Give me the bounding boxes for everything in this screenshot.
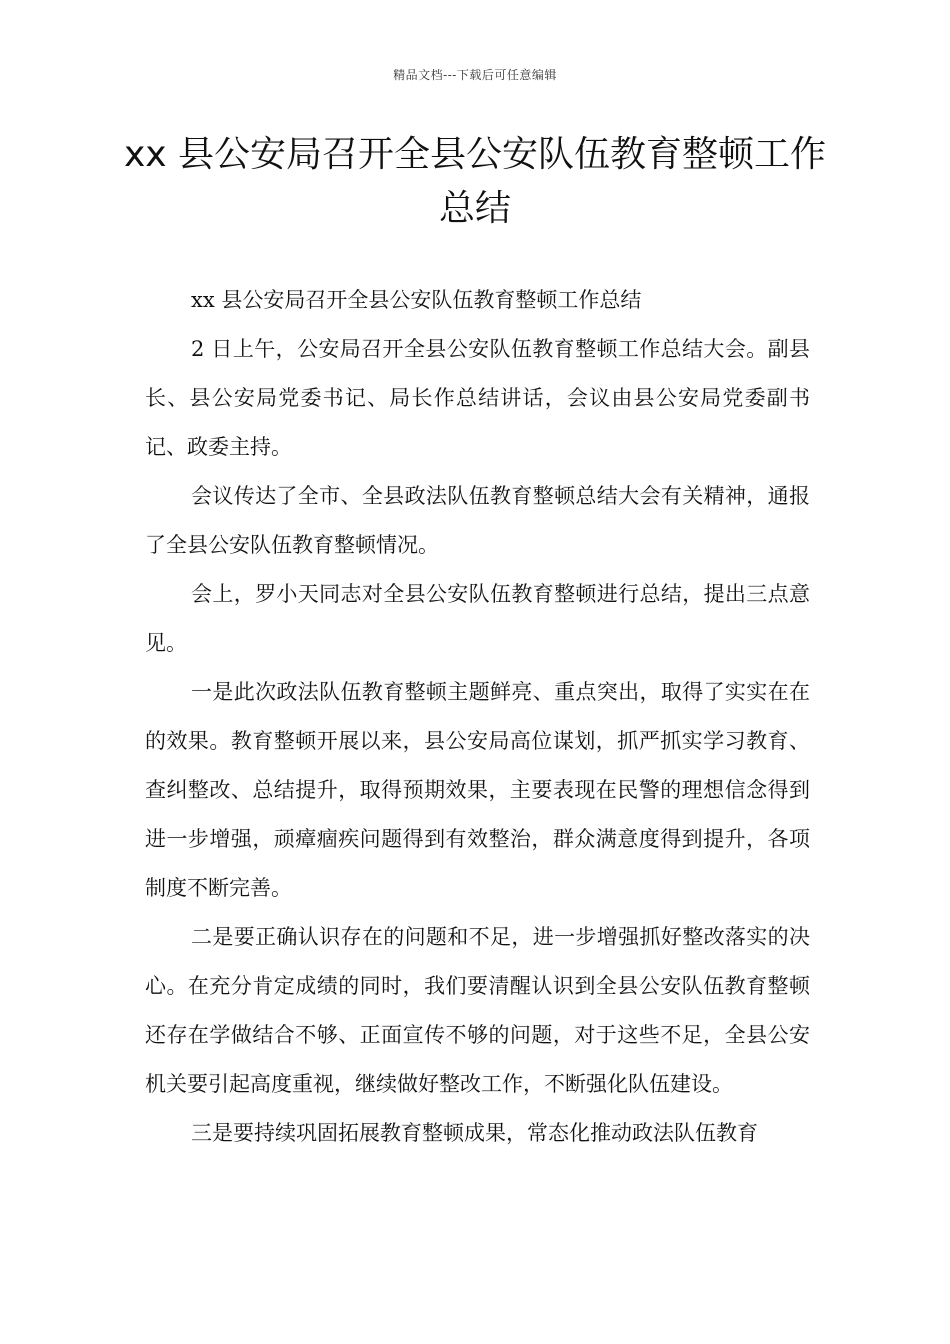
- document-title: xx 县公安局召开全县公安队伍教育整顿工作总结: [123, 134, 827, 229]
- paragraph: 三是要持续巩固拓展教育整顿成果，常态化推动政法队伍教育: [191, 1121, 758, 1145]
- paragraph: 2 日上午，公安局召开全县公安队伍教育整顿工作总结大会。副县长、县公安局党委书记、局长作总结讲话，会议由县公安局党委副书记、政委主持。: [145, 337, 810, 459]
- header-note: 精品文档---下载后可任意编辑: [393, 68, 557, 82]
- paragraph: 会上，罗小天同志对全县公安队伍教育整顿进行总结，提出三点意见。: [145, 582, 810, 655]
- paragraph: 二是要正确认识存在的问题和不足，进一步增强抓好整改落实的决心。在充分肯定成绩的同时，我们要清醒认识到全县公安队伍教育整顿还存在学做结合不够、正面宣传不够的问题，对于这些不足，全县公安机关要引起高度重视，继续做好整改工作，不断强化队伍建设。: [145, 925, 810, 1096]
- paragraph: xx 县公安局召开全县公安队伍教育整顿工作总结: [191, 288, 642, 312]
- document-body: [145, 276, 810, 1158]
- paragraph: 会议传达了全市、全县政法队伍教育整顿总结大会有关精神，通报了全县公安队伍教育整顿情况。: [145, 484, 810, 557]
- paragraph: 一是此次政法队伍教育整顿主题鲜亮、重点突出，取得了实实在在的效果。教育整顿开展以来，县公安局高位谋划，抓严抓实学习教育、查纠整改、总结提升，取得预期效果，主要表现在民警的理想信念得到进一步增强，顽瘴痼疾问题得到有效整治，群众满意度得到提升，各项制度不断完善。: [145, 680, 810, 900]
